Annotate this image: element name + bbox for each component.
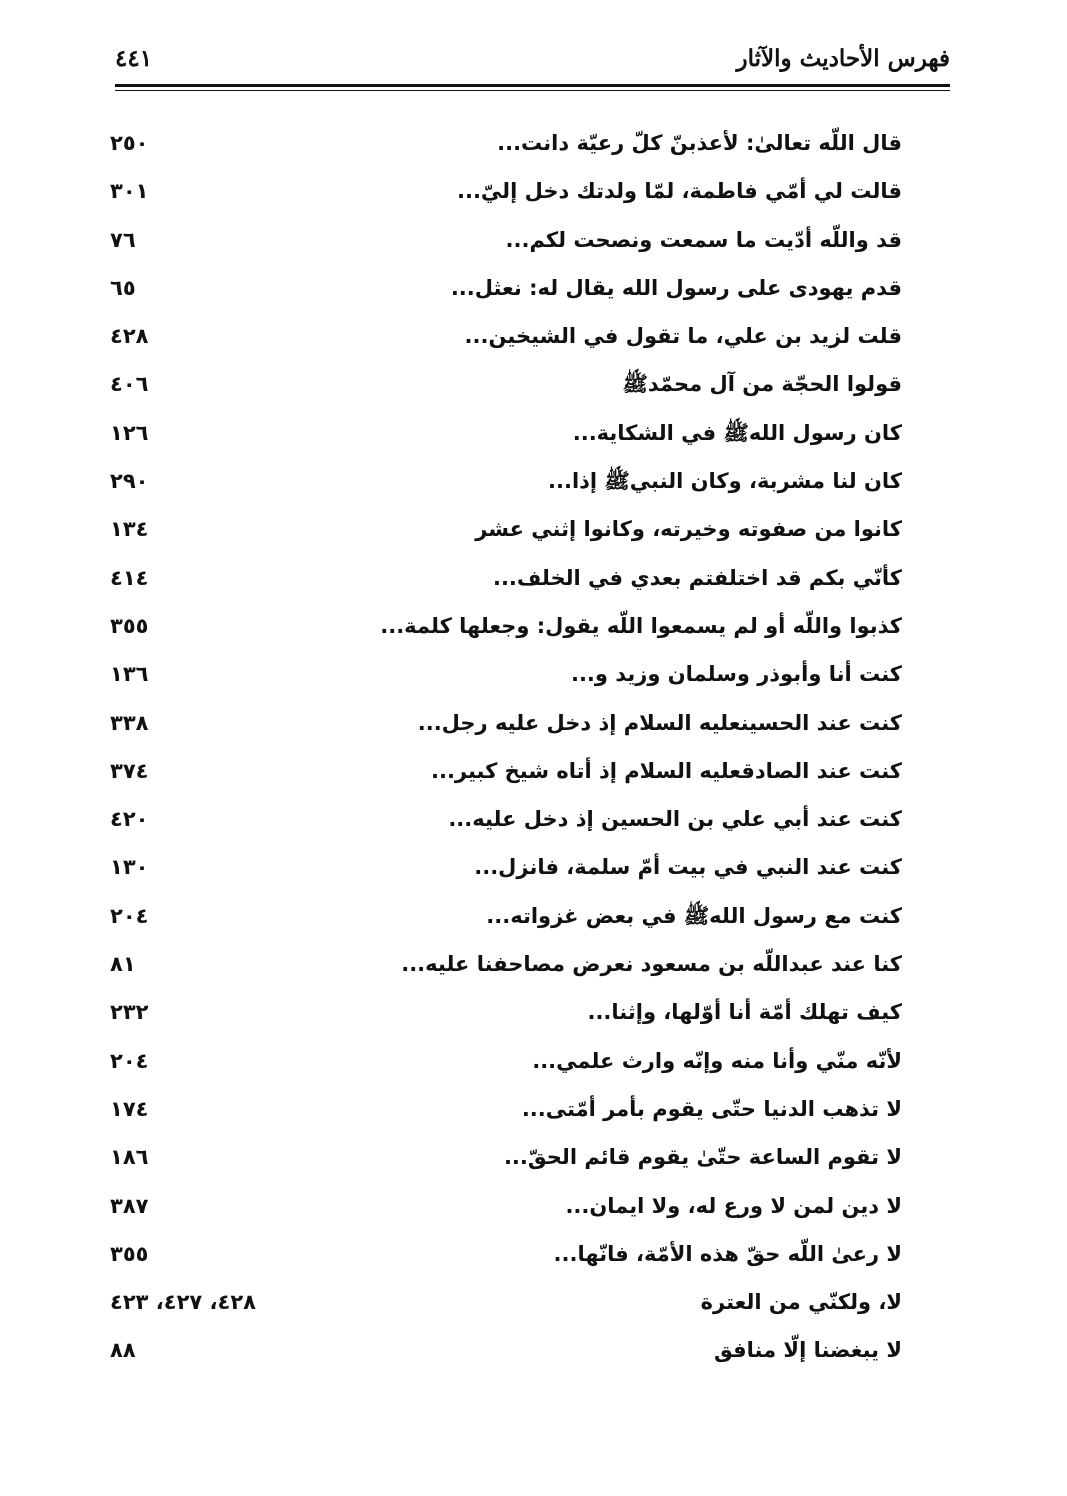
entry-text: كان رسول اللهﷺ في الشكاية... [572, 420, 902, 445]
entry-text: لا تذهب الدنيا حتّى يقوم بأمر أمّتى... [521, 1096, 902, 1121]
entry-page-ref: ١٢٦ [110, 420, 149, 445]
entry-text: كنت مع رسول اللهﷺ في بعض غزواته... [486, 903, 902, 928]
entry-text: قالت لي أمّي فاطمة، لمّا ولدتك دخل إليّ... [457, 179, 902, 204]
entry-page-ref: ٢٠٤ [110, 903, 149, 928]
entry-page-ref: ٤٢٨، ٤٢٧، ٤٢٣ [110, 1290, 256, 1315]
entry-text: كنت عند الحسينعليه السلام إذ دخل عليه رجل... [417, 710, 902, 735]
entry-page-ref: ٢٣٢ [110, 1000, 149, 1025]
entry-page-ref: ٣٥٥ [110, 613, 149, 638]
entry-text: كنت أنا وأبوذر وسلمان وزيد و... [570, 662, 902, 687]
index-entry [110, 748, 902, 796]
index-entry [110, 893, 902, 941]
index-entry [110, 1134, 902, 1182]
entry-page-ref: ٣٥٥ [110, 1241, 149, 1266]
hadith-index-list [110, 120, 902, 1376]
entry-page-ref: ٤١٤ [110, 565, 149, 590]
page-number: ٤٤١ [115, 45, 153, 72]
index-entry [110, 313, 902, 361]
entry-text: لا يبغضنا إلّا منافق [713, 1338, 902, 1363]
index-entry [110, 361, 902, 409]
entry-text: قال اللّه تعالىٰ: لأعذبنّ كلّ رعيّة دانت... [497, 131, 902, 155]
index-entry [110, 603, 902, 651]
entry-page-ref: ١٨٦ [110, 1145, 149, 1170]
index-entry [110, 844, 902, 892]
index-entry [110, 1279, 902, 1327]
entry-page-ref: ٨٨ [110, 1338, 136, 1363]
index-entry [110, 265, 902, 313]
entry-text: لا دين لمن لا ورع له، ولا ايمان... [565, 1193, 902, 1218]
entry-text: كان لنا مشربة، وكان النبيﷺ إذا... [548, 469, 902, 494]
index-entry [110, 1038, 902, 1086]
index-entry [110, 217, 902, 265]
index-entry [110, 458, 902, 506]
entry-text: قلت لزيد بن علي، ما تقول في الشيخين... [464, 324, 902, 349]
index-entry [110, 651, 902, 699]
header-rule-thin [115, 90, 950, 91]
index-entry [110, 941, 902, 989]
entry-page-ref: ٢٥٠ [110, 131, 149, 155]
entry-text: قدم يهودى على رسول الله يقال له: نعثل... [450, 275, 902, 300]
entry-text: كيف تهلك أمّة أنا أوّلها، وإثنا... [587, 1000, 902, 1025]
entry-text: لأنّه منّي وأنا منه وإنّه وارث علمي... [532, 1048, 902, 1073]
entry-text: كنا عند عبداللّه بن مسعود نعرض مصاحفنا عليه... [401, 952, 902, 977]
entry-page-ref: ٨١ [110, 952, 136, 977]
header-rule-thick [115, 84, 950, 87]
entry-page-ref: ١٧٤ [110, 1096, 149, 1121]
entry-page-ref: ١٣٠ [110, 855, 149, 880]
entry-page-ref: ٤٢٠ [110, 807, 149, 832]
index-entry [110, 989, 902, 1037]
entry-page-ref: ٤٠٦ [110, 372, 149, 397]
running-header [115, 40, 950, 84]
entry-text: قولوا الحجّة من آل محمّدﷺ [622, 372, 902, 397]
entry-page-ref: ٦٥ [110, 275, 136, 300]
entry-text: كأنّي بكم قد اختلفتم بعدي في الخلف... [492, 565, 902, 590]
entry-text: قد واللّه أدّيت ما سمعت ونصحت لكم... [505, 227, 902, 252]
entry-page-ref: ٣٨٧ [110, 1193, 149, 1218]
entry-page-ref: ١٣٦ [110, 662, 149, 687]
entry-text: لا تقوم الساعة حتّىٰ يقوم قائم الحقّ... [503, 1145, 902, 1170]
index-entry [110, 168, 902, 216]
entry-page-ref: ١٣٤ [110, 517, 149, 542]
entry-page-ref: ٧٦ [110, 227, 136, 252]
entry-page-ref: ٣٣٨ [110, 710, 149, 735]
index-entry [110, 506, 902, 554]
index-entry [110, 1231, 902, 1279]
entry-text: كنت عند النبي في بيت أمّ سلمة، فانزل... [474, 855, 902, 880]
entry-page-ref: ٢٩٠ [110, 469, 149, 494]
index-entry [110, 1086, 902, 1134]
entry-page-ref: ٣٠١ [110, 179, 149, 204]
entry-page-ref: ٣٧٤ [110, 758, 149, 783]
index-entry [110, 555, 902, 603]
entry-text: لا، ولكنّي من العترة [700, 1290, 902, 1315]
entry-page-ref: ٢٠٤ [110, 1048, 149, 1073]
entry-text: كذبوا واللّه أو لم يسمعوا اللّه يقول: وجعلها كلمة... [380, 613, 902, 638]
entry-text: كنت عند أبي علي بن الحسين إذ دخل عليه... [448, 807, 902, 832]
index-entry [110, 1183, 902, 1231]
entry-page-ref: ٤٢٨ [110, 324, 149, 349]
index-entry [110, 700, 902, 748]
section-title: فهرس الأحاديث والآثار [736, 45, 950, 72]
entry-text: كنت عند الصادقعليه السلام إذ أتاه شيخ كبير... [430, 758, 902, 783]
index-entry [110, 1327, 902, 1375]
entry-text: لا رعىٰ اللّه حقّ هذه الأمّة، فانّها... [553, 1241, 902, 1266]
index-entry [110, 796, 902, 844]
index-entry [110, 120, 902, 168]
index-entry [110, 410, 902, 458]
entry-text: كانوا من صفوته وخيرته، وكانوا إثني عشر [475, 517, 902, 542]
